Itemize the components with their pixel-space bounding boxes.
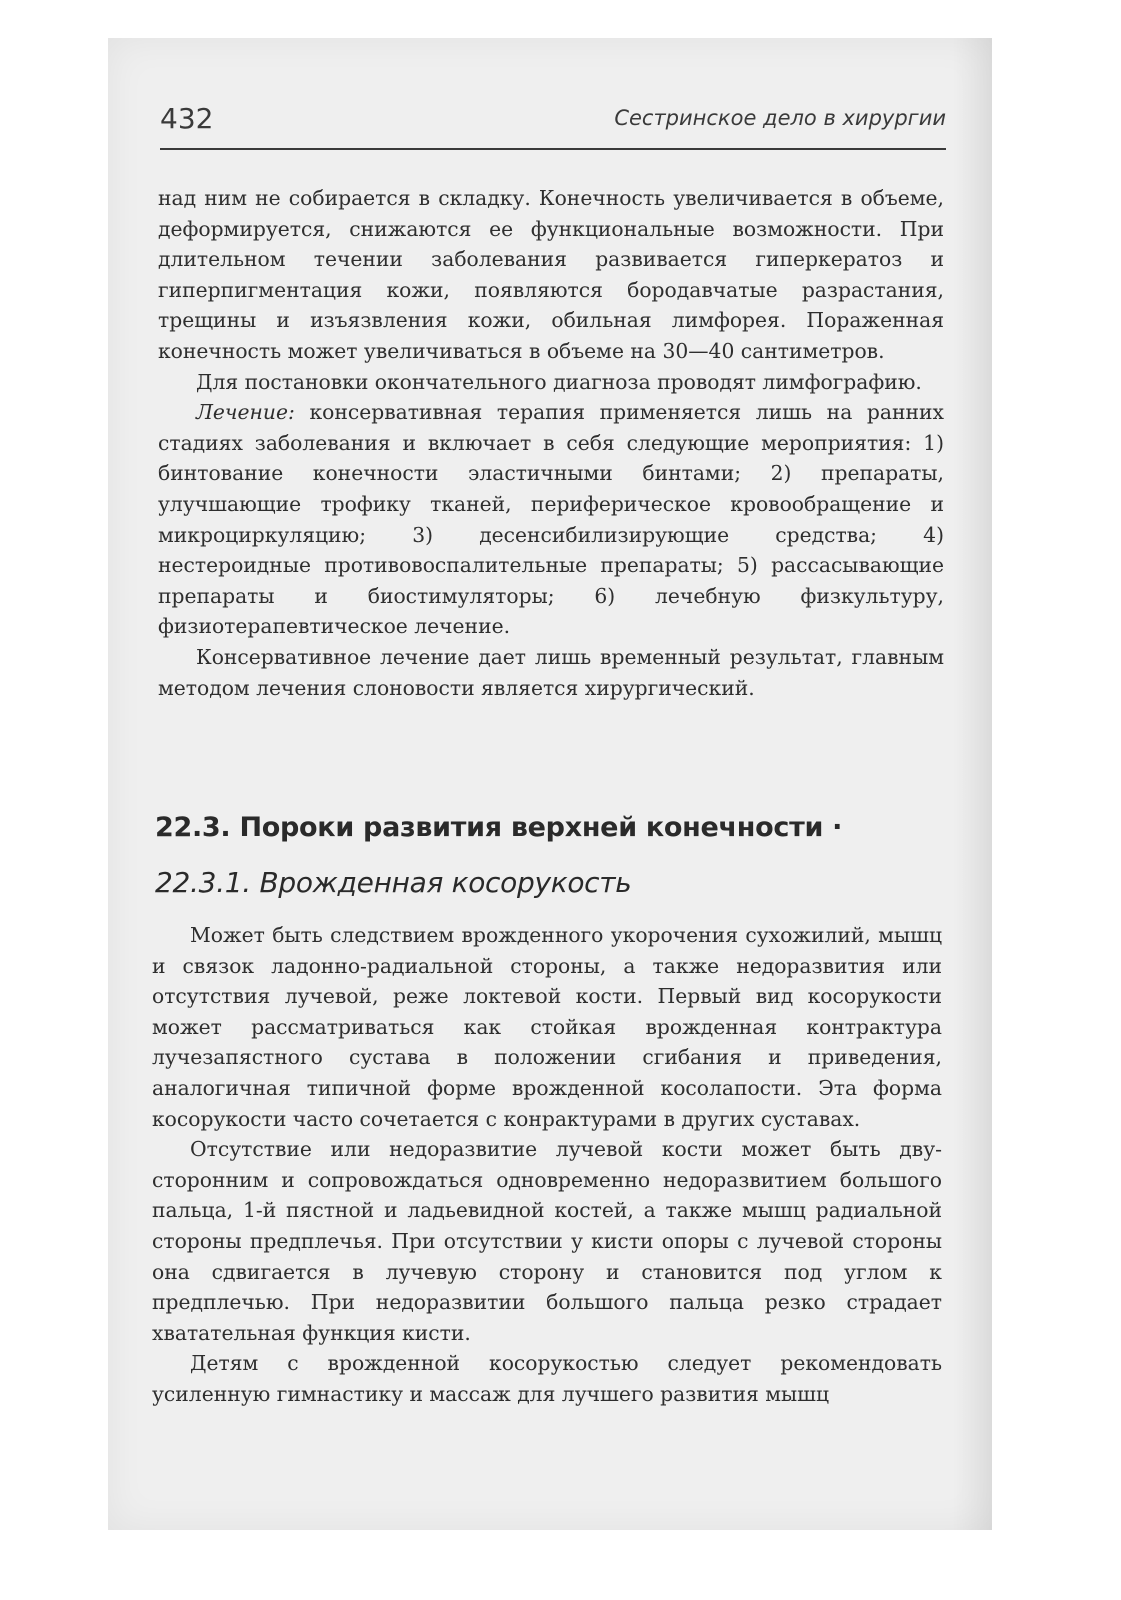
treatment-text: консервативная терапия применяется лишь на ранних стадиях заболевания и включает в себя следующие мероприятия: 1) бинтование конечности эластичными бинтами; 2) препараты, улучшающие трофику тканей, периферическое кровообращение и микроциркуляцию; 3) десенсибилизирующие средства; 4) нестероидные противовоспалительные препараты; 5) рассасывающие препараты и биостимуляторы; 6) лечебную физкультуру, физиотерапевтическое лечение. xyxy=(158,400,944,639)
top-text-block xyxy=(158,183,944,703)
section-heading: 22.3. Пороки развития верхней конечности · xyxy=(155,812,843,843)
paragraph-cause: Может быть следствием врожденного укорочения сухожилий, мышц и связок ладонно-радиальной стороны, а также недоразвития или отсутствия лучевой, реже локтевой кости. Первый вид косорукости может рассматриваться как стойкая врожденная контрактура лучезапястного сустава в положении сгибания и приведения, аналогичная типичной форме врожденной косолапости. Эта форма косорукости часто сочетается с конрактурами в других суставах. xyxy=(152,923,942,1131)
running-header xyxy=(160,98,946,150)
subsection-heading: 22.3.1. Врожденная косорукость xyxy=(155,866,632,899)
treatment-label: Лечение: xyxy=(196,400,295,425)
paragraph-conservative: Консервативное лечение дает лишь временный результат, главным методом лечения слоновости является хирургический. xyxy=(158,644,944,700)
paragraph-diagnosis: Для постановки окончательного диагноза проводят лимфографию. xyxy=(196,369,922,394)
paragraph-recommendation: Детям с врожденной косорукостью следует рекомендовать усиленную гимнастику и массаж для лучшего развития мышц xyxy=(152,1351,942,1406)
book-title: Сестринское дело в хирургии xyxy=(614,106,946,130)
page-number: 432 xyxy=(160,102,214,135)
paragraph-continuation: над ним не собирается в складку. Конечность увеличивается в объеме, деформируется, снижаются ее функциональные возможности. При длительном течении заболевания развивается гиперкератоз и гиперпигментация кожи, появляются бородавчатые разрастания, трещины и изъязвления кожи, обильная лимфорея. Пораженная конечность может увеличиваться в объеме на 30—40 сантиметров. xyxy=(158,186,944,363)
page-edge-shadow xyxy=(952,38,992,1530)
paragraph-treatment xyxy=(158,397,944,642)
bottom-text-block xyxy=(152,920,942,1410)
paragraph-radius-absence: Отсутствие или недоразвитие лучевой кости может быть двусторонним и сопровождаться одновременно недоразвитием большого пальца, 1-й пястной и ладьевидной костей, а также мышц радиальной стороны предплечья. При отсутствии у кисти опоры с лучевой стороны она сдвигается в лучевую сторону и становится под углом к предплечью. При недоразвитии большого пальца резко страдает хватательная функция кисти. xyxy=(152,1137,942,1345)
